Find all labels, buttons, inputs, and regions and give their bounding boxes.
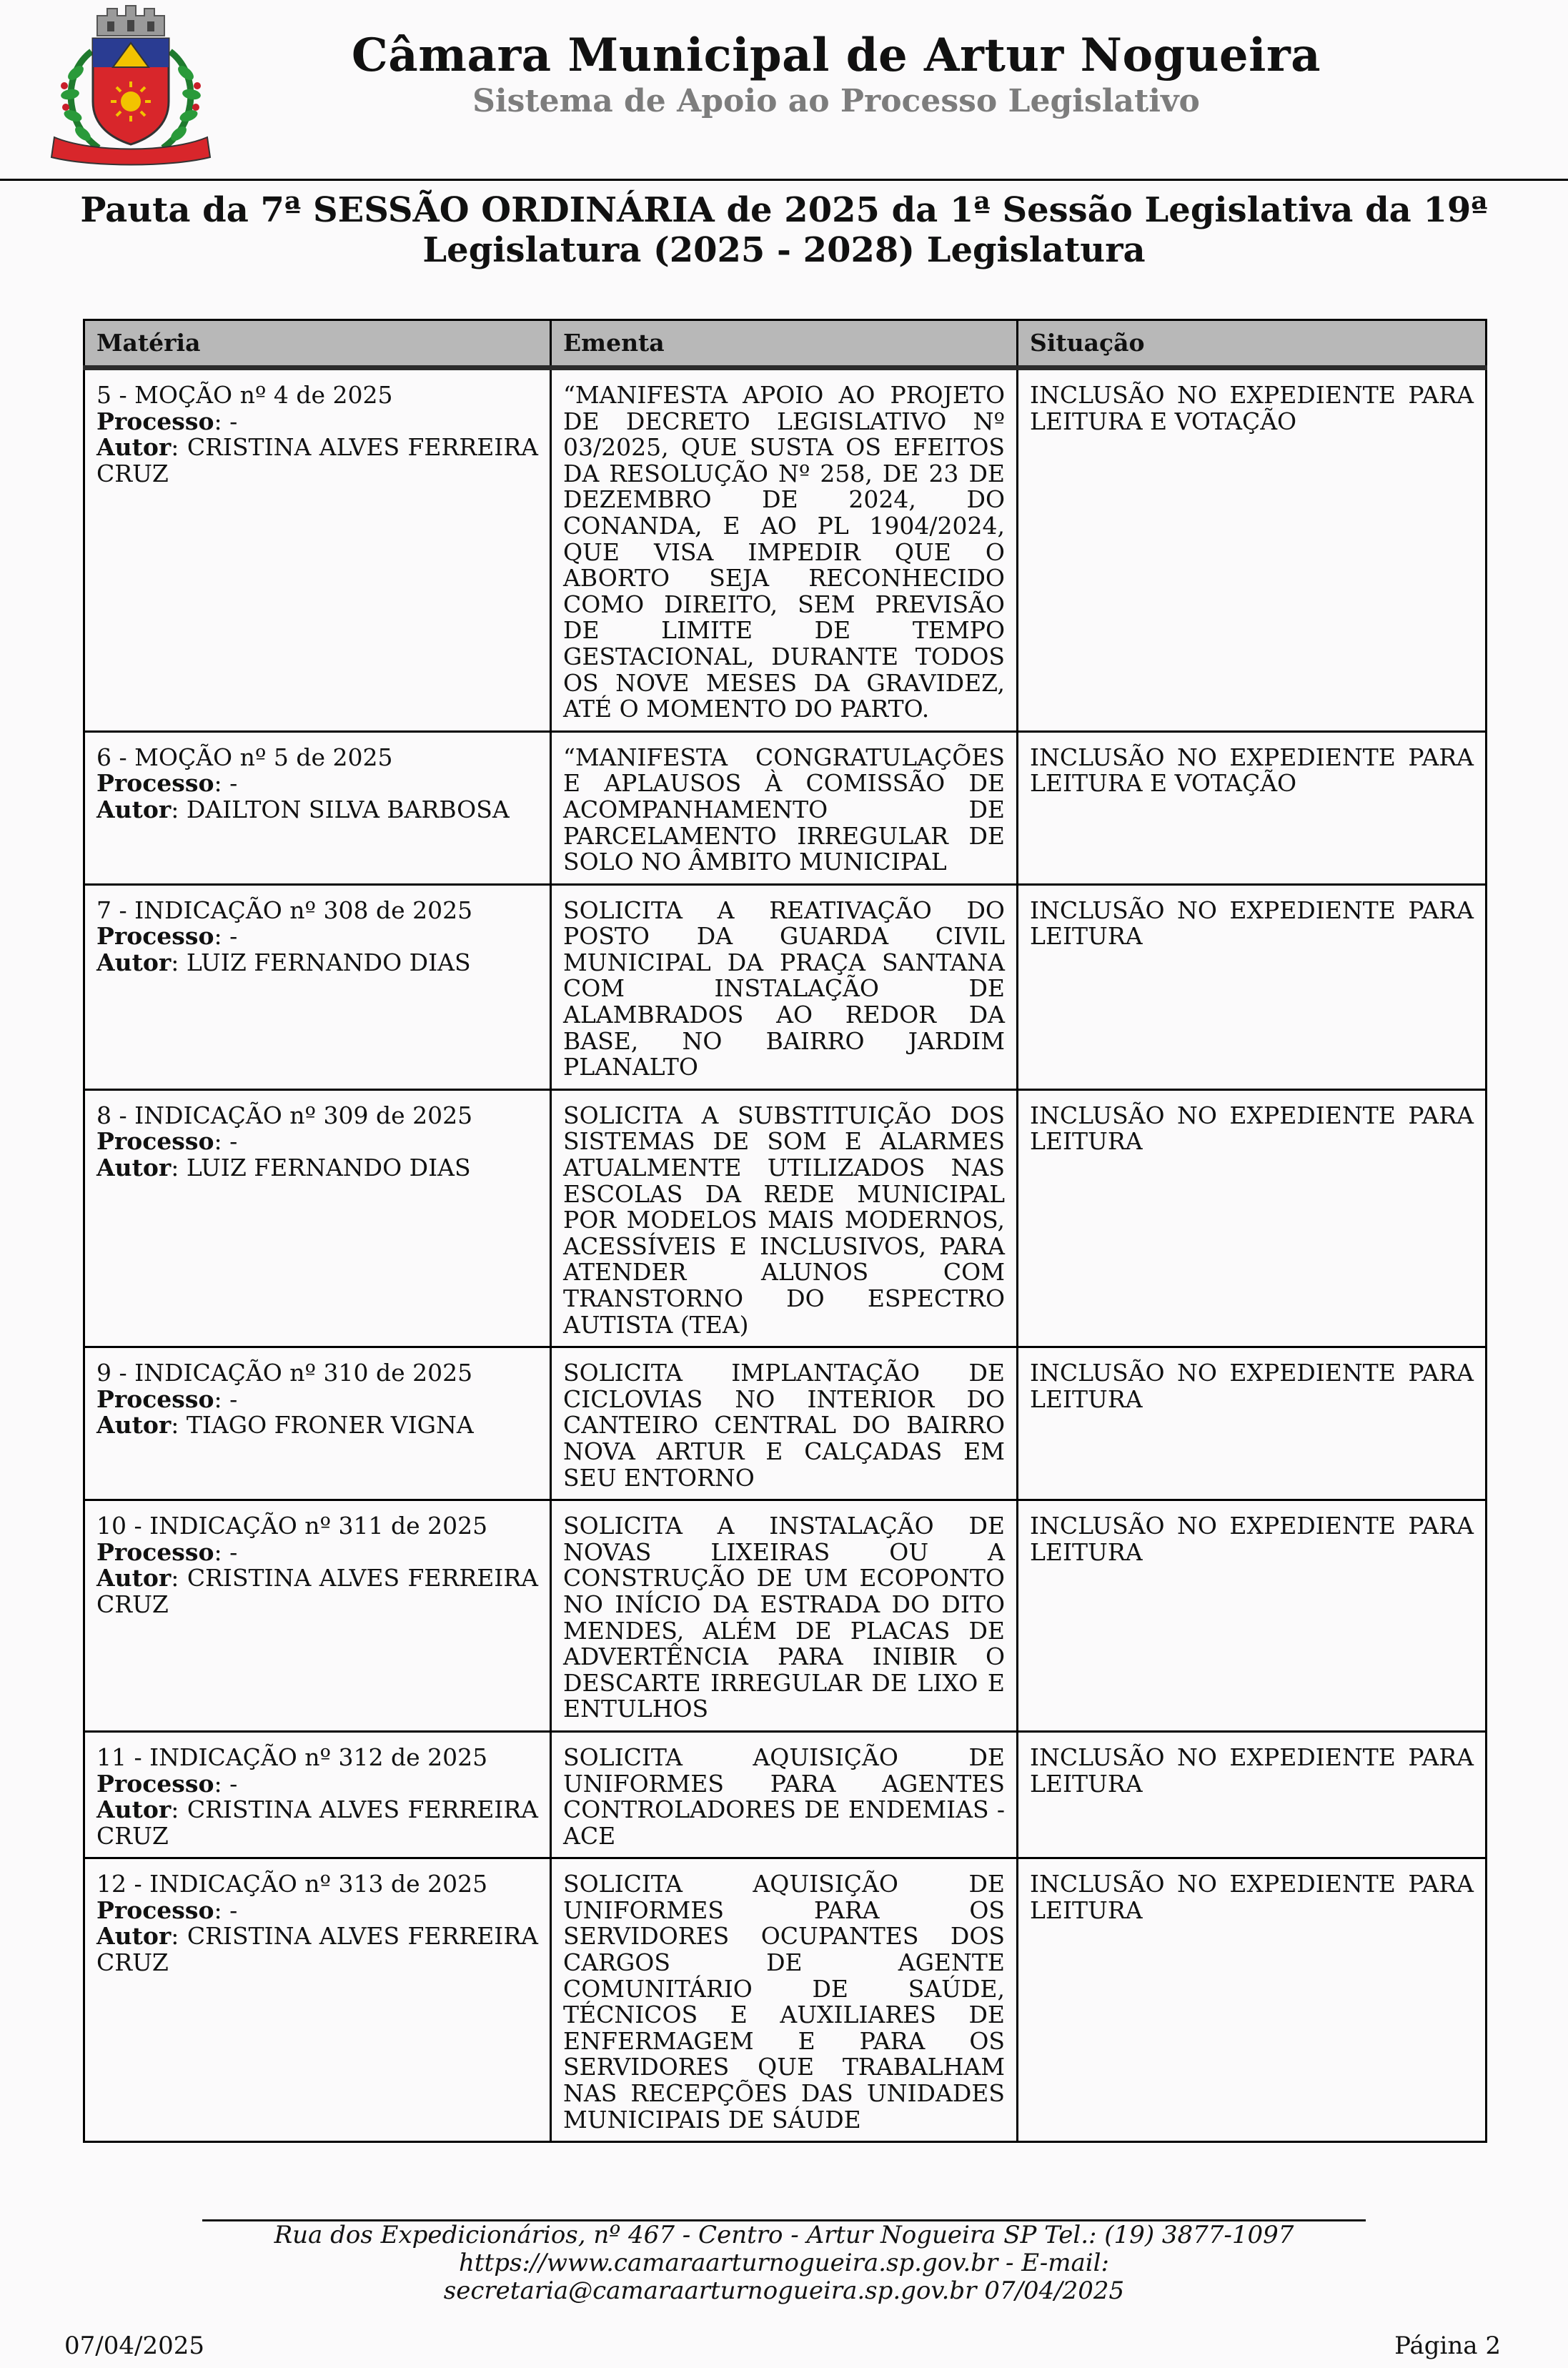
materia-title: 8 - INDICAÇÃO nº 309 de 2025 <box>96 1101 473 1129</box>
autor-label: Autor <box>96 1154 172 1182</box>
column-header-situacao: Situação <box>1018 320 1487 368</box>
print-date: 07/04/2025 <box>64 2332 204 2360</box>
ementa-cell: SOLICITA A INSTALAÇÃO DE NOVAS LIXEIRAS OU A CONSTRUÇÃO DE UM ECOPONTO NO INÍCIO DA ESTRADA DO DITO MENDES, ALÉM DE PLACAS DE ADVERTÊNCIA PARA INIBIR O DESCARTE IRREGULAR DE LIXO E ENTULHOS <box>551 1500 1018 1732</box>
table-header-row <box>84 320 1487 368</box>
processo-line: Processo: - <box>96 1537 238 1566</box>
processo-value: - <box>229 922 238 951</box>
situacao-cell: INCLUSÃO NO EXPEDIENTE PARA LEITURA E VOTAÇÃO <box>1018 731 1487 884</box>
column-header-materia: Matéria <box>84 320 551 368</box>
situacao-cell: INCLUSÃO NO EXPEDIENTE PARA LEITURA <box>1018 1858 1487 2142</box>
page-header <box>0 0 1568 180</box>
table-row <box>84 731 1487 884</box>
situacao-cell: INCLUSÃO NO EXPEDIENTE PARA LEITURA <box>1018 1731 1487 1858</box>
autor-line: Autor: LUIZ FERNANDO DIAS <box>96 948 471 976</box>
materia-cell <box>84 1347 551 1500</box>
situacao-cell: INCLUSÃO NO EXPEDIENTE PARA LEITURA E VOTAÇÃO <box>1018 368 1487 732</box>
autor-line: Autor: LUIZ FERNANDO DIAS <box>96 1154 471 1182</box>
organization-name: Câmara Municipal de Artur Nogueira <box>351 29 1321 82</box>
materia-title: 12 - INDICAÇÃO nº 313 de 2025 <box>96 1870 488 1898</box>
processo-label: Processo <box>96 1896 214 1924</box>
ementa-cell: SOLICITA AQUISIÇÃO DE UNIFORMES PARA OS SERVIDORES OCUPANTES DOS CARGOS DE AGENTE COMUNITÁRIO DE SAÚDE, TÉCNICOS E AUXILIARES DE ENFERMAGEM E PARA OS SERVIDORES QUE TRABALHAM NAS RECEPÇÕES DAS UNIDADES MUNICIPAIS DE SÁUDE <box>551 1858 1018 2142</box>
processo-line: Processo: - <box>96 922 238 951</box>
situacao-cell: INCLUSÃO NO EXPEDIENTE PARA LEITURA <box>1018 1089 1487 1347</box>
footer-address: Rua dos Expedicionários, nº 467 - Centro - Artur Nogueira SP Tel.: (19) 3877-1097 https://www.camaraarturnogueira.sp.gov.br - E-mail: secretaria@camaraarturnogueira.sp.gov.br 07/04/2025 <box>274 2221 1294 2305</box>
processo-label: Processo <box>96 769 214 798</box>
table-row <box>84 1731 1487 1858</box>
table-row <box>84 368 1487 732</box>
agenda-table <box>83 319 1487 2143</box>
processo-value: - <box>229 1384 238 1413</box>
organization-subtitle: Sistema de Apoio ao Processo Legislativo <box>472 83 1200 119</box>
processo-label: Processo <box>96 1769 214 1798</box>
processo-value: - <box>229 1127 238 1156</box>
table-row <box>84 884 1487 1089</box>
autor-line: Autor: CRISTINA ALVES FERREIRA CRUZ <box>96 1795 539 1850</box>
processo-value: - <box>229 1896 238 1924</box>
processo-label: Processo <box>96 1537 214 1566</box>
materia-cell <box>84 884 551 1089</box>
processo-line: Processo: - <box>96 1896 238 1924</box>
document-title: Pauta da 7ª SESSÃO ORDINÁRIA de 2025 da 1ª Sessão Legislativa da 19ª Legislatura (2025 - 2028) Legislatura <box>80 190 1488 270</box>
autor-line: Autor: DAILTON SILVA BARBOSA <box>96 795 510 823</box>
table-row <box>84 1500 1487 1732</box>
autor-value: TIAGO FRONER VIGNA <box>186 1411 474 1440</box>
materia-title: 11 - INDICAÇÃO nº 312 de 2025 <box>96 1743 488 1771</box>
materia-title: 9 - INDICAÇÃO nº 310 de 2025 <box>96 1359 473 1387</box>
processo-value: - <box>229 1537 238 1566</box>
materia-cell <box>84 1731 551 1858</box>
column-header-ementa: Ementa <box>551 320 1018 368</box>
autor-value: CRISTINA ALVES FERREIRA CRUZ <box>96 1564 539 1618</box>
processo-line: Processo: - <box>96 1384 238 1413</box>
header-divider <box>0 179 1568 181</box>
autor-label: Autor <box>96 948 172 976</box>
processo-label: Processo <box>96 922 214 951</box>
ementa-cell: SOLICITA IMPLANTAÇÃO DE CICLOVIAS NO INTERIOR DO CANTEIRO CENTRAL DO BAIRRO NOVA ARTUR E CALÇADAS EM SEU ENTORNO <box>551 1347 1018 1500</box>
materia-cell <box>84 1858 551 2142</box>
processo-line: Processo: - <box>96 769 238 798</box>
table-row <box>84 1089 1487 1347</box>
ementa-cell: “MANIFESTA CONGRATULAÇÕES E APLAUSOS À COMISSÃO DE ACOMPANHAMENTO DE PARCELAMENTO IRREGULAR DE SOLO NO ÂMBITO MUNICIPAL <box>551 731 1018 884</box>
table-row <box>84 1858 1487 2142</box>
autor-value: LUIZ FERNANDO DIAS <box>186 948 471 976</box>
ementa-cell: SOLICITA A REATIVAÇÃO DO POSTO DA GUARDA CIVIL MUNICIPAL DA PRAÇA SANTANA COM INSTALAÇÃO DE ALAMBRADOS AO REDOR DA BASE, NO BAIRRO JARDIM PLANALTO <box>551 884 1018 1089</box>
processo-label: Processo <box>96 407 214 435</box>
materia-cell <box>84 1089 551 1347</box>
materia-cell <box>84 1500 551 1732</box>
autor-label: Autor <box>96 1411 172 1440</box>
autor-value: DAILTON SILVA BARBOSA <box>186 795 510 823</box>
materia-cell <box>84 368 551 732</box>
autor-value: LUIZ FERNANDO DIAS <box>186 1154 471 1182</box>
situacao-cell: INCLUSÃO NO EXPEDIENTE PARA LEITURA <box>1018 884 1487 1089</box>
autor-label: Autor <box>96 1922 172 1951</box>
autor-label: Autor <box>96 795 172 823</box>
autor-label: Autor <box>96 1795 172 1824</box>
processo-label: Processo <box>96 1384 214 1413</box>
materia-title: 10 - INDICAÇÃO nº 311 de 2025 <box>96 1512 488 1540</box>
processo-value: - <box>229 769 238 798</box>
materia-cell <box>84 731 551 884</box>
autor-label: Autor <box>96 433 172 462</box>
ementa-cell: SOLICITA A SUBSTITUIÇÃO DOS SISTEMAS DE SOM E ALARMES ATUALMENTE UTILIZADOS NAS ESCOLAS DA REDE MUNICIPAL POR MODELOS MAIS MODERNOS, ACESSÍVEIS E INCLUSIVOS, PARA ATENDER ALUNOS COM TRANSTORNO DO ESPECTRO AUTISTA (TEA) <box>551 1089 1018 1347</box>
ementa-cell: “MANIFESTA APOIO AO PROJETO DE DECRETO LEGISLATIVO Nº 03/2025, QUE SUSTA OS EFEITOS DA RESOLUÇÃO Nº 258, DE 23 DE DEZEMBRO DE 2024, DO CONANDA, E AO PL 1904/2024, QUE VISA IMPEDIR QUE O ABORTO SEJA RECONHECIDO COMO DIREITO, SEM PREVISÃO DE LIMITE DE TEMPO GESTACIONAL, DURANTE TODOS OS NOVE MESES DA GRAVIDEZ, ATÉ O MOMENTO DO PARTO. <box>551 368 1018 732</box>
materia-title: 5 - MOÇÃO nº 4 de 2025 <box>96 381 393 409</box>
processo-line: Processo: - <box>96 1127 238 1156</box>
processo-value: - <box>229 407 238 435</box>
page-number: Página 2 <box>1394 2332 1501 2360</box>
processo-line: Processo: - <box>96 407 238 435</box>
processo-line: Processo: - <box>96 1769 238 1798</box>
table-row <box>84 1347 1487 1500</box>
processo-label: Processo <box>96 1127 214 1156</box>
processo-value: - <box>229 1769 238 1798</box>
ementa-cell: SOLICITA AQUISIÇÃO DE UNIFORMES PARA AGENTES CONTROLADORES DE ENDEMIAS - ACE <box>551 1731 1018 1858</box>
autor-line: Autor: TIAGO FRONER VIGNA <box>96 1411 474 1440</box>
materia-title: 7 - INDICAÇÃO nº 308 de 2025 <box>96 896 473 924</box>
situacao-cell: INCLUSÃO NO EXPEDIENTE PARA LEITURA <box>1018 1500 1487 1732</box>
autor-line: Autor: CRISTINA ALVES FERREIRA CRUZ <box>96 433 539 487</box>
autor-line: Autor: CRISTINA ALVES FERREIRA CRUZ <box>96 1922 539 1977</box>
materia-title: 6 - MOÇÃO nº 5 de 2025 <box>96 743 393 771</box>
situacao-cell: INCLUSÃO NO EXPEDIENTE PARA LEITURA <box>1018 1347 1487 1500</box>
autor-value: CRISTINA ALVES FERREIRA CRUZ <box>96 433 539 487</box>
autor-line: Autor: CRISTINA ALVES FERREIRA CRUZ <box>96 1564 539 1618</box>
autor-value: CRISTINA ALVES FERREIRA CRUZ <box>96 1922 539 1977</box>
autor-value: CRISTINA ALVES FERREIRA CRUZ <box>96 1795 539 1850</box>
autor-label: Autor <box>96 1564 172 1592</box>
coat-of-arms-logo <box>49 1 213 169</box>
